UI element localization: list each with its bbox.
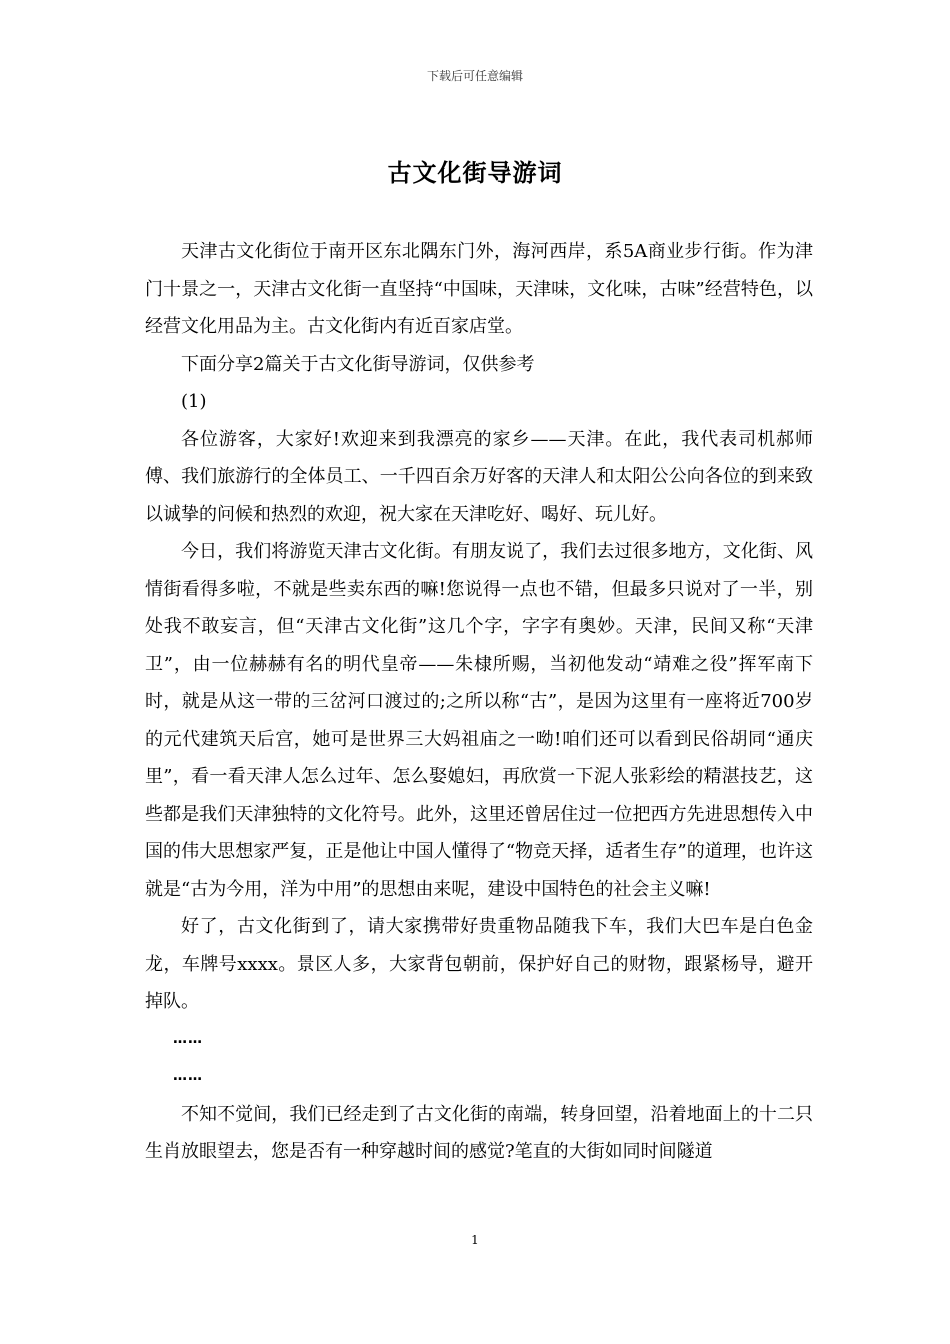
document-title: 古文化街导游词 <box>387 158 563 187</box>
paragraph-ellipsis: …… <box>173 1030 203 1047</box>
page-number: 1 <box>471 1233 479 1247</box>
paragraph-intro: 天津古文化街位于南开区东北隅东门外，海河西岸，系5A商业步行街。作为津门十景之一，天津古文化街一直坚持“中国味，天津味，文化味，古味”经营特色，以经营文化用品为主。古文化街内有近百家店堂。 <box>145 241 813 337</box>
paragraph-share-note: 下面分享2篇关于古文化街导游词，仅供参考 <box>181 353 535 375</box>
header-note: 下载后可任意编辑 <box>426 69 523 83</box>
paragraph-today-tour: 今日，我们将游览天津古文化街。有朋友说了，我们去过很多地方，文化街、风情街看得多啦，不就是些卖东西的嘛!您说得一点也不错，但最多只说对了一半，别处我不敢妄言，但“天津古文化街”这几个字，字字有奥妙。天津，民间又称“天津卫”，由一位赫赫有名的明代皇帝——朱棣所赐，当初他发动“靖难之役”挥军南下时，就是从这一带的三岔河口渡过的;之所以称“古”，是因为这里有一座将近700岁的元代建筑天后宫，她可是世界三大妈祖庙之一呦!咱们还可以看到民俗胡同“通庆里”，看一看天津人怎么过年、怎么娶媳妇，再欣赏一下泥人张彩绘的精湛技艺，这些都是我们天津独特的文化符号。此外，这里还曾居住过一位把西方先进思想传入中国的伟大思想家严复，正是他让中国人懂得了“物竞天择，适者生存”的道理，也许这就是“古为今用，洋为中用”的思想由来呢，建设中国特色的社会主义嘛! <box>145 541 813 900</box>
paragraph-ellipsis: …… <box>173 1068 203 1084</box>
paragraph-south-end: 不知不觉间，我们已经走到了古文化街的南端，转身回望，沿着地面上的十二只生肖放眼望去，您是否有一种穿越时间的感觉?笔直的大街如同时间隧道 <box>145 1103 813 1162</box>
paragraph-welcome: 各位游客，大家好!欢迎来到我漂亮的家乡——天津。在此，我代表司机郝师傅、我们旅游行的全体员工、一千四百余万好客的天津人和太阳公公向各位的到来致以诚挚的问候和热烈的欢迎，祝大家在天津吃好、喝好、玩儿好。 <box>145 428 813 525</box>
paragraph-section-marker: (1) <box>181 391 207 412</box>
paragraph-arrival: 好了，古文化街到了，请大家携带好贵重物品随我下车，我们大巴车是白色金龙，车牌号xxxx。景区人多，大家背包朝前，保护好自己的财物，跟紧杨导，避开掉队。 <box>145 916 813 1012</box>
document-body <box>145 233 813 1171</box>
